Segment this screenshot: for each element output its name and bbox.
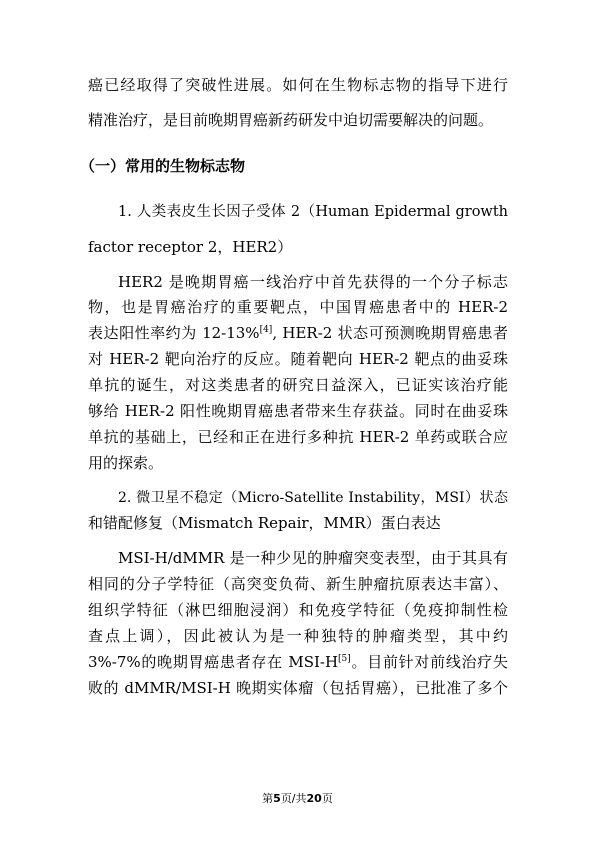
subsection-title: 1. 人类表皮生长因子受体 2（Human Epidermal growth: [118, 204, 508, 220]
paragraph-line: 癌已经取得了突破性进展。如何在生物标志物的指导下进行: [88, 76, 508, 94]
paragraph-line: 查点上调），因此被认为是一种独特的肿瘤类型，其中约: [88, 627, 508, 645]
paragraph-line-with-citation: [88, 653, 508, 671]
footer-middle: 页/共: [280, 792, 307, 805]
section-heading: （一）常用的生物标志物: [80, 157, 246, 175]
paragraph-line: 物，也是胃癌治疗的重要靶点，中国胃癌患者中的 HER-2: [88, 298, 508, 316]
citation-ref: [4]: [259, 325, 273, 335]
paragraph-line: 对 HER-2 靶向治疗的反应。随着靶向 HER-2 靶点的曲妥珠: [88, 350, 508, 368]
paragraph-line: 单抗的诞生，对这类患者的研究日益深入，已证实该治疗能: [88, 376, 508, 394]
text-run: 。目前针对前线治疗失: [350, 653, 508, 671]
paragraph-line: 够给 HER-2 阳性晚期胃癌患者带来生存获益。同时在曲妥珠: [88, 402, 508, 420]
footer-suffix: 页: [321, 792, 333, 805]
page-footer: [0, 792, 595, 806]
subsection-title: factor receptor 2，HER2）: [88, 238, 293, 256]
paragraph-line-with-citation: [88, 324, 508, 342]
total-pages-number: 20: [306, 792, 322, 805]
footer-prefix: 第: [262, 792, 274, 805]
paragraph-line: 组织学特征（淋巴细胞浸润）和免疫学特征（免疫抑制性检: [88, 601, 508, 619]
paragraph-line: 相同的分子学特征（高突变负荷、新生肿瘤抗原表达丰富）、: [88, 575, 508, 593]
paragraph-line: 用的探索。: [88, 454, 164, 472]
subsection-title: 2. 微卫星不稳定（Micro-Satellite Instability，MSI）状态: [118, 490, 508, 506]
text-run: 表达阳性率约为 12-13%: [88, 324, 260, 342]
current-page-number: 5: [273, 792, 281, 805]
subsection-title: 和错配修复（Mismatch Repair，MMR）蛋白表达: [88, 514, 441, 532]
paragraph-line: 精准治疗，是目前晚期胃癌新药研发中迫切需要解决的问题。: [88, 111, 494, 129]
text-run: 3%-7%的晚期胃癌患者存在 MSI-H: [88, 653, 339, 671]
paragraph-line: 败的 dMMR/MSI-H 晚期实体瘤（包括胃癌），已批准了多个: [88, 679, 508, 697]
paragraph-line: MSI-H/dMMR 是一种少见的肿瘤突变表型，由于其具有: [118, 549, 508, 567]
paragraph-line: 单抗的基础上，已经和正在进行多种抗 HER-2 单药或联合应: [88, 428, 508, 446]
citation-ref: [5]: [338, 654, 351, 664]
text-run: , HER-2 状态可预测晚期胃癌患者: [272, 324, 508, 342]
paragraph-line: HER2 是晚期胃癌一线治疗中首先获得的一个分子标志: [118, 273, 508, 291]
